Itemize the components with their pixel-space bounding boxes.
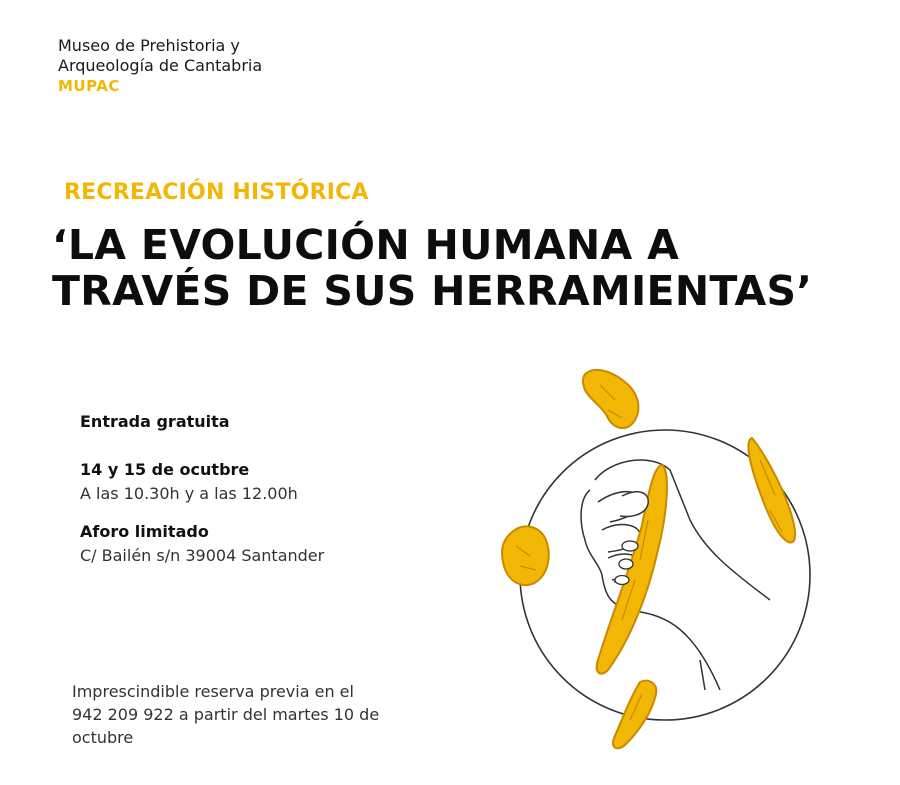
event-dates: 14 y 15 de ocutbre xyxy=(80,460,250,479)
leaf-point-tool-icon xyxy=(748,438,795,543)
event-address: C/ Bailén s/n 39004 Santander xyxy=(80,546,325,565)
handaxe-tool-icon xyxy=(613,681,656,749)
museum-name-line1: Museo de Prehistoria y xyxy=(58,36,240,55)
event-title-line1: ‘LA EVOLUCIÓN HUMANA A xyxy=(52,221,680,269)
reservation-note-line3: octubre xyxy=(72,728,134,747)
museum-header xyxy=(58,36,262,96)
chopper-tool-icon xyxy=(502,526,549,585)
museum-name-line2: Arqueología de Cantabria xyxy=(58,56,263,75)
reservation-note-line2: 942 209 922 a partir del martes 10 de xyxy=(72,705,380,724)
hand-holding-tool-icon xyxy=(490,360,830,760)
event-category: RECREACIÓN HISTÓRICA xyxy=(64,180,369,205)
entry-label: Entrada gratuita xyxy=(80,412,230,431)
reservation-note xyxy=(72,680,462,749)
event-title-line2: TRAVÉS DE SUS HERRAMIENTAS’ xyxy=(52,267,813,315)
event-info xyxy=(80,410,440,568)
event-title xyxy=(52,222,812,314)
event-times: A las 10.30h y a las 12.00h xyxy=(80,484,298,503)
capacity-label: Aforo limitado xyxy=(80,522,209,541)
museum-acronym: MUPAC xyxy=(58,77,120,95)
reservation-note-line1: Imprescindible reserva previa en el xyxy=(72,682,354,701)
stone-tool-icon xyxy=(583,370,638,428)
